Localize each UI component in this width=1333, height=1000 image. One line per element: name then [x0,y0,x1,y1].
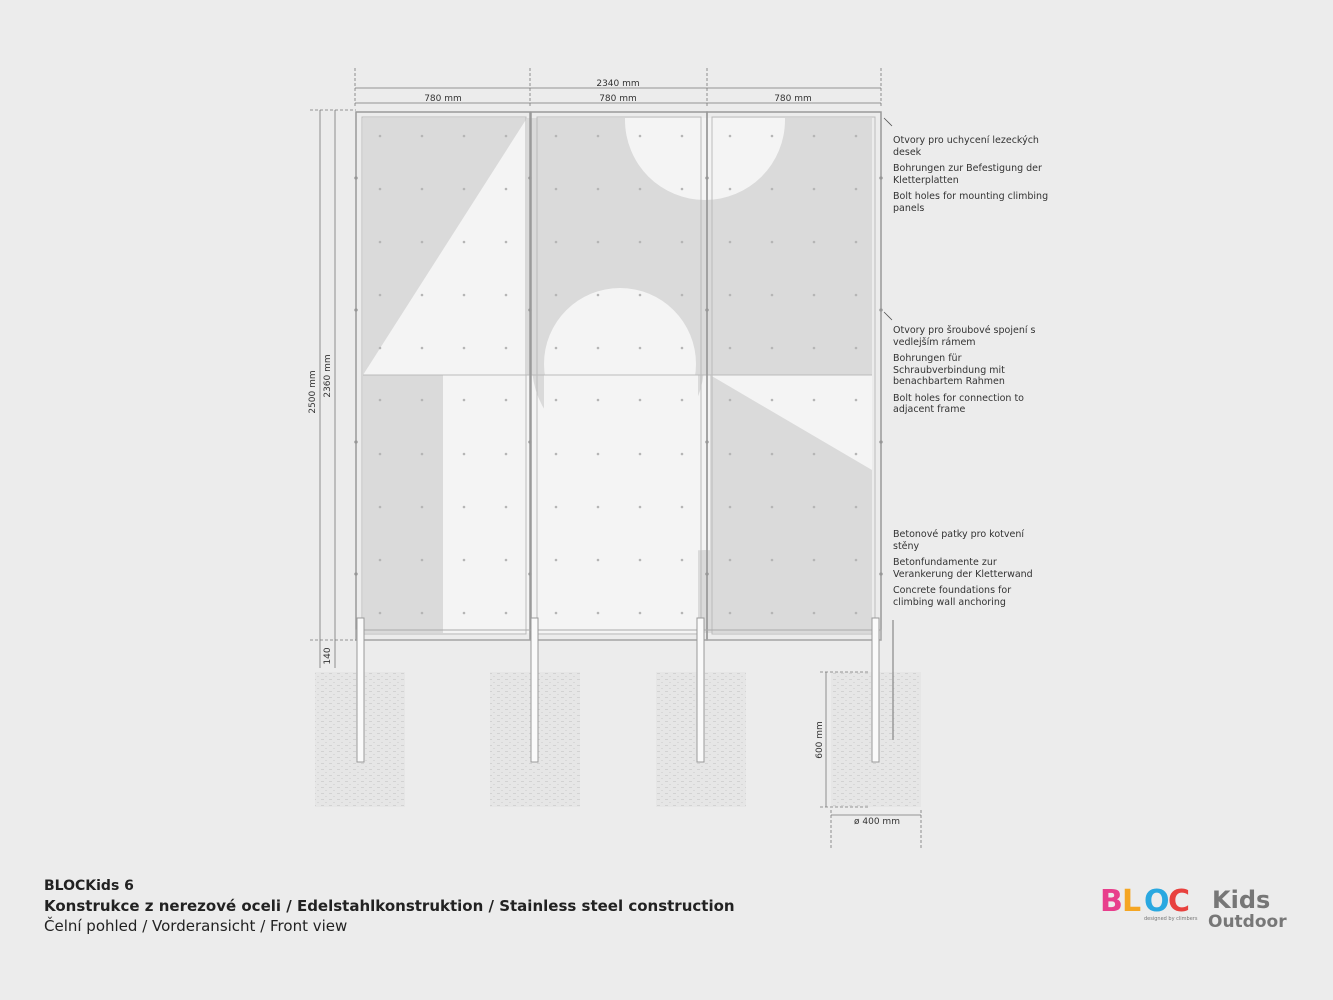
bolt-hole [597,559,600,562]
logo-kids: Kids [1212,886,1271,914]
bolt-hole [639,347,642,350]
bolt-hole [771,453,774,456]
bolt-hole [681,294,684,297]
bolt-hole [421,294,424,297]
bolt-hole [463,347,466,350]
note-1-en: Bolt holes for mounting climbing panels [893,191,1049,214]
bolt-hole [771,135,774,138]
bolt-hole [421,135,424,138]
bolt-hole [555,188,558,191]
bolt-hole [681,559,684,562]
note-concrete-foundations [893,529,1053,613]
bolt-hole [729,453,732,456]
bolt-hole [555,506,558,509]
bolt-hole [855,135,858,138]
bolt-hole [421,241,424,244]
bolt-hole [681,241,684,244]
bolt-hole [639,241,642,244]
bolt-hole [505,453,508,456]
bolt-hole [597,294,600,297]
drawing-caption [44,876,735,936]
bolt-hole [681,135,684,138]
bolt-hole [855,453,858,456]
logo-outdoor: Outdoor [1208,912,1287,932]
note-1-de: Bohrungen zur Befestigung der Kletterplatten [893,163,1042,186]
bolt-hole [813,506,816,509]
bolt-hole [771,347,774,350]
bolt-hole [681,399,684,402]
bolt-hole [639,612,642,615]
bolt-hole [771,612,774,615]
bolt-hole [813,612,816,615]
bolt-hole [463,559,466,562]
note-3-cz: Betonové patky pro kotvení stěny [893,529,1024,552]
bolt-hole [681,188,684,191]
note-panel-mounting-holes [893,135,1053,219]
bolt-hole [729,612,732,615]
bolt-hole [597,399,600,402]
dim-total-height: 2500 mm [308,370,318,414]
bolt-hole [379,135,382,138]
concrete-foundations [315,672,921,807]
bolt-hole [681,453,684,456]
bolt-hole [729,347,732,350]
bolt-hole [855,612,858,615]
bolt-hole [555,347,558,350]
dim-foundation-diameter: ø 400 mm [854,817,900,827]
bolt-hole [379,612,382,615]
bolt-hole [379,188,382,191]
bolt-hole [813,399,816,402]
leader-lines [884,118,893,740]
bolt-hole [813,188,816,191]
bolt-hole [463,399,466,402]
bolt-hole [681,347,684,350]
bolt-hole [555,294,558,297]
bolt-hole [379,294,382,297]
bolt-hole [639,294,642,297]
dim-foundation-depth: 600 mm [815,721,825,759]
bolt-hole [555,135,558,138]
bolt-hole [771,294,774,297]
bolt-hole [597,135,600,138]
bolt-hole [505,399,508,402]
blockids-outdoor-logo [1100,884,1300,934]
bolt-hole [463,294,466,297]
bolt-hole [463,612,466,615]
bolt-hole [379,241,382,244]
climbing-wall-panels [363,40,872,730]
logo-letter-c: C [1168,884,1191,919]
logo-letter-l: L [1122,884,1142,919]
note-3-en: Concrete foundations for climbing wall anchoring [893,585,1012,608]
bolt-hole [463,135,466,138]
dim-frame-height: 2360 mm [323,354,333,398]
bolt-hole [421,188,424,191]
bolt-hole [463,506,466,509]
bolt-hole [813,453,816,456]
bolt-hole [379,399,382,402]
bolt-hole [639,399,642,402]
bolt-hole [855,188,858,191]
bolt-hole [421,399,424,402]
bolt-hole [463,188,466,191]
bolt-hole [597,241,600,244]
bolt-hole [555,399,558,402]
bolt-hole [813,294,816,297]
note-frame-connection-holes [893,325,1053,421]
bolt-hole [771,188,774,191]
bolt-hole [597,188,600,191]
bolt-hole [597,347,600,350]
note-2-cz: Otvory pro šroubové spojení s vedlejším rámem [893,325,1036,348]
bolt-hole [639,506,642,509]
bolt-hole [505,188,508,191]
bolt-hole [855,294,858,297]
bolt-hole [421,453,424,456]
bolt-hole [729,294,732,297]
bolt-hole [555,559,558,562]
bolt-hole [813,347,816,350]
bolt-hole [813,559,816,562]
bolt-hole [555,612,558,615]
bolt-hole [729,506,732,509]
bolt-hole [555,453,558,456]
bolt-hole [597,506,600,509]
bolt-hole [597,453,600,456]
note-3-de: Betonfundamente zur Verankerung der Kletterwand [893,557,1033,580]
bolt-hole [639,559,642,562]
bolt-hole [681,506,684,509]
bolt-hole [379,559,382,562]
bolt-hole [855,347,858,350]
bolt-hole [505,506,508,509]
bolt-hole [771,241,774,244]
note-2-en: Bolt holes for connection to adjacent frame [893,392,1024,415]
bolt-hole [505,294,508,297]
dim-total-width: 2340 mm [596,79,640,89]
bolt-hole [729,135,732,138]
bolt-hole [555,241,558,244]
bolt-hole [855,506,858,509]
bolt-hole [813,135,816,138]
bolt-hole [505,559,508,562]
bolt-hole [463,241,466,244]
bolt-hole [421,347,424,350]
bolt-hole [771,559,774,562]
bolt-hole [505,135,508,138]
bolt-hole [379,506,382,509]
bolt-hole [681,612,684,615]
logo-letter-b: B [1100,884,1123,919]
bolt-hole [421,506,424,509]
bolt-hole [771,399,774,402]
logo-tagline: designed by climbers [1144,916,1198,922]
bolt-hole [639,135,642,138]
bolt-hole [855,559,858,562]
bolt-hole [421,612,424,615]
bolt-hole [729,559,732,562]
dim-panel-width-3: 780 mm [774,94,812,104]
bolt-hole [813,241,816,244]
bolt-hole [639,453,642,456]
bolt-hole [855,241,858,244]
dim-panel-width-1: 780 mm [424,94,462,104]
bolt-hole [597,612,600,615]
bolt-hole [505,612,508,615]
view-name: Čelní pohled / Vorderansicht / Front view [44,917,348,935]
bolt-hole [379,347,382,350]
bolt-hole [639,188,642,191]
dim-panel-width-2: 780 mm [599,94,637,104]
bolt-hole [729,188,732,191]
bolt-hole [463,453,466,456]
note-1-cz: Otvory pro uchycení lezeckých desek [893,135,1039,158]
bolt-hole [505,347,508,350]
logo-letter-o: O [1144,884,1170,919]
dim-base-gap: 140 [323,647,333,665]
construction-type: Konstrukce z nerezové oceli / Edelstahlkonstruktion / Stainless steel construction [44,897,735,915]
bolt-hole [729,241,732,244]
product-name: BLOCKids 6 [44,878,134,894]
bolt-hole [729,399,732,402]
bolt-hole [379,453,382,456]
bolt-hole [771,506,774,509]
bolt-hole [855,399,858,402]
bolt-hole [505,241,508,244]
bolt-hole [421,559,424,562]
note-2-de: Bohrungen für Schraubverbindung mit benachbartem Rahmen [893,353,1005,387]
